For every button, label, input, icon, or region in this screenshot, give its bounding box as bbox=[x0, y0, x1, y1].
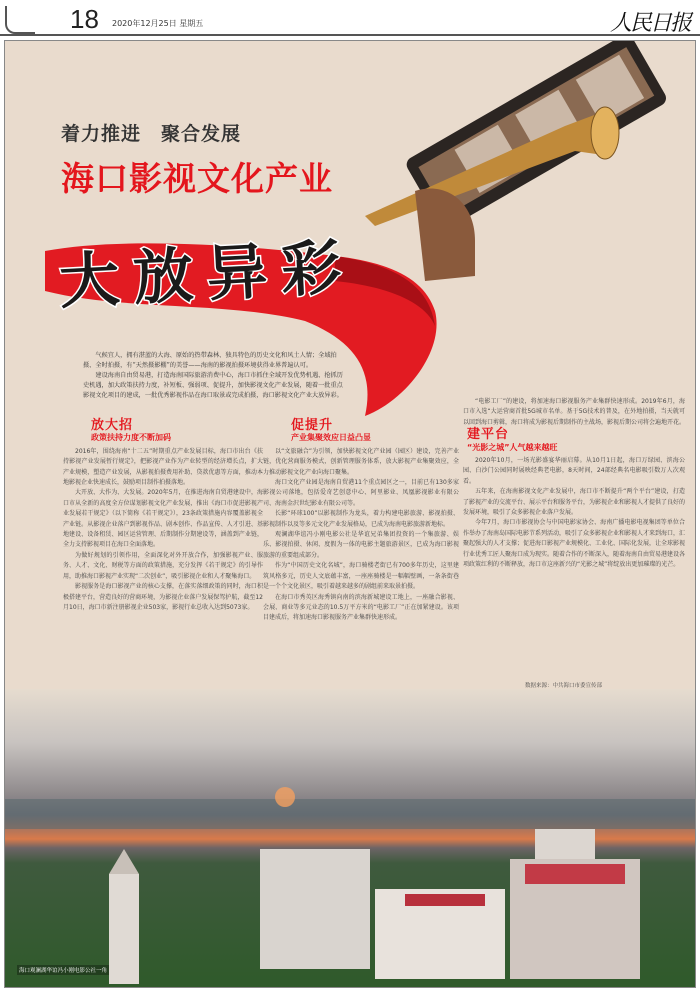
paragraph: 作为“中国历史文化名城”，海口骑楼老街已有700多年历史，这里建筑风格多元，历史人文底蕴丰富，一座座骑楼是一幅幅壁画，一条条街巷是一个个文化景区，吸引着越来越多的剧组前来取景拍摄。 bbox=[263, 562, 459, 591]
issue-date: 2020年12月25日 星期五 bbox=[112, 19, 204, 28]
paragraph: 在海口市秀英区海秀镇向南的滨海新城建设工地上，一座融合影视、会展、商业等多元业态的10.5万平方米的“电影工厂”正在加紧建设。该项目建成后，将加速海口影视服务产业集群快速形成。 bbox=[263, 593, 459, 622]
masthead-logo: 人民日报 bbox=[609, 11, 690, 36]
paragraph: 为做好规划的引领作用，全面深化对外开放合作，加强影视产业、服务、人才、文化、财税等方面的政策措施，充分发挥《若干规定》的引导作用，助推海口影视产业实现“二次创业”，吸引影视企业和人才聚集海口。 bbox=[63, 551, 263, 580]
column-1 bbox=[63, 419, 263, 613]
paragraph: 今年7月，海口市影视协会与中国电影家协会、海南广播电影电视集团等单位合作举办了海南岛国际电影节系列活动，吸引了众多影视企业和影视人才来到海口，汇聚起强大的人才支撑；促进海口影视产业规模化、工业化、国际化发展，让全球影视行业优秀工匠人聚海口成为现实。随着合作的不断深入，随着海南自由贸易港建设各项政策红利的不断释放，海口市这座新兴的“光影之城”将绽放出更加璀璨的光芒。 bbox=[463, 519, 686, 569]
section-subheading: 产业集聚效应日益凸显 bbox=[291, 433, 371, 443]
section-heading: 促提升 bbox=[291, 418, 334, 433]
section-subheading: 政策扶持力度不断加码 bbox=[91, 433, 171, 443]
paragraph: 2016年，围绕海南“十二五”时期重点产业发展目标，海口市出台《扶持影视产业发展暂行规定》，把影视产业作为产业转型的经济增长点，扩大产业规模，塑造产业发展，从影视拍摄费用补助、贷款优惠等方面，推动本地影视企业快速成长，鼓励项目制作拍摄落地。 bbox=[63, 447, 263, 487]
paragraph: 2020年10月，一场光影盛宴华丽启幕。从10月1日起，海口万绿园、滨海公园、白沙门公园同时展映经典老电影，8天时间，24部经典名电影吸引数万人次观看。 bbox=[463, 457, 685, 485]
paragraph: 影视服务是海口影视产业的核心支撑，在落实落细政策的同时，海口积极搭建平台，营造良好的营商环境，为影视企业落户发展保驾护航，截至12月10日，海口市新注册影视企业503家，影视行业总收入达到5073家。 bbox=[63, 583, 263, 611]
page-number: 18 bbox=[70, 4, 99, 34]
page-header bbox=[0, 0, 700, 36]
paragraph: “电影工厂”的建设，将加速海口影视服务产业集群快速形成。2019年6月，海口市入选“大运营商首批5G城市名单。基于5G技术的普及，在外地拍摄，当天就可以回到海口剪辑，海口将成为影视后期制作的主战场，影视后期公司将会遍地开花。 bbox=[463, 398, 686, 426]
paragraph: 大开放、大作为、大发展。2020年5月，在推进海南自贸港建设中，海口市从全新的高度全方位谋划影视文化产业发展，推出《海口市促进影视产业发展若干规定》（以下简称《若干规定》），23条政策措施内容覆盖影视全产业链。从影视企业落户到影视作品、剧本创作、作品宣传、人才引进、基地建设、设备租赁、园区运营管理、后期制作分期建设等，涵盖到产业链，全力支持影视项目在海口全面落地。 bbox=[63, 489, 263, 549]
paragraph: 海口文化产业园是海南自贸港11个重点园区之一，目前已有130多家影视公司落地，包括爱奇艺创意中心、阿里影业、凤凰影视影业有限公司、海南金沢世纪影业有限公司等。 bbox=[263, 479, 459, 507]
headline-main: 大放异彩 bbox=[57, 232, 357, 318]
headline-title: 海口影视文化产业 bbox=[61, 159, 333, 198]
header-corner-rule bbox=[5, 6, 35, 34]
paragraph: 五年来，在海南影视文化产业发展中，海口市不断提升“两个平台”建设，打造了影视产业的交流平台、展示平台和服务平台，为影视企业和影视人才提供了良好的发展环境，吸引了众多影视企业落户发展。 bbox=[463, 488, 686, 517]
headline-kicker: 着力推进 聚合发展 bbox=[61, 123, 242, 145]
city-aerial-photo bbox=[5, 689, 696, 988]
data-source-credit: 数据来源：中共海口市委宣传部 bbox=[525, 683, 603, 689]
section-subheading: “光影之城”人气越来越旺 bbox=[467, 442, 558, 452]
paragraph: 长影“环球100”以影视制作为龙头，着力构建电影旅游、影视拍摄、影视制作以及等多元文化产业发展格局，已成为海南电影旅游新地标。 bbox=[263, 510, 459, 528]
section-heading: 放大招 bbox=[91, 418, 134, 433]
feature-page bbox=[4, 40, 696, 988]
paragraph: 观澜湖华谊冯小刚电影公社是华谊兄弟集团投资的一个集旅游、娱乐、影视拍摄、休闲、度假为一体的电影主题旅游景区，已成为海口影视旅游的重要组成部分。 bbox=[263, 531, 459, 559]
intro-text bbox=[83, 351, 345, 401]
column-2 bbox=[263, 419, 459, 624]
section-heading: 建平台 bbox=[467, 427, 510, 443]
column-3 bbox=[463, 397, 685, 571]
photo-caption: 海口观澜湖华谊冯小刚电影公社一角 bbox=[17, 965, 109, 975]
intro-paragraph: 气候宜人，拥有湛蓝的大海、原始的热带森林、独具特色的历史文化和风土人情；全域拍摄、全时拍摄，有“天然摄影棚”的美誉——海南的影视拍摄环境获得业界普遍认可。 bbox=[83, 352, 337, 369]
city-skyline-illustration bbox=[5, 689, 696, 988]
paragraph: 以“文旅融合”为引领，加快影视文化产业园（园区）建设，完善产业链，优化营商服务模式，创新管理服务体系，放大影视产业集聚效应，全力推动影视文化产业向海口聚集。 bbox=[263, 447, 459, 476]
intro-paragraph: 建设海南自由贸易港，打造海南国际旅游消费中心，海口市抓住全域开发优势机遇、抢抓历史机遇，加大政策扶持力度，补短板、强弱项、促提升，加快影视文化产业发展，随着一批重点影视文化项目的建成，一批优秀影视作品在海口取景或完成拍摄，海口影视文化产业大放异彩。 bbox=[83, 372, 343, 399]
